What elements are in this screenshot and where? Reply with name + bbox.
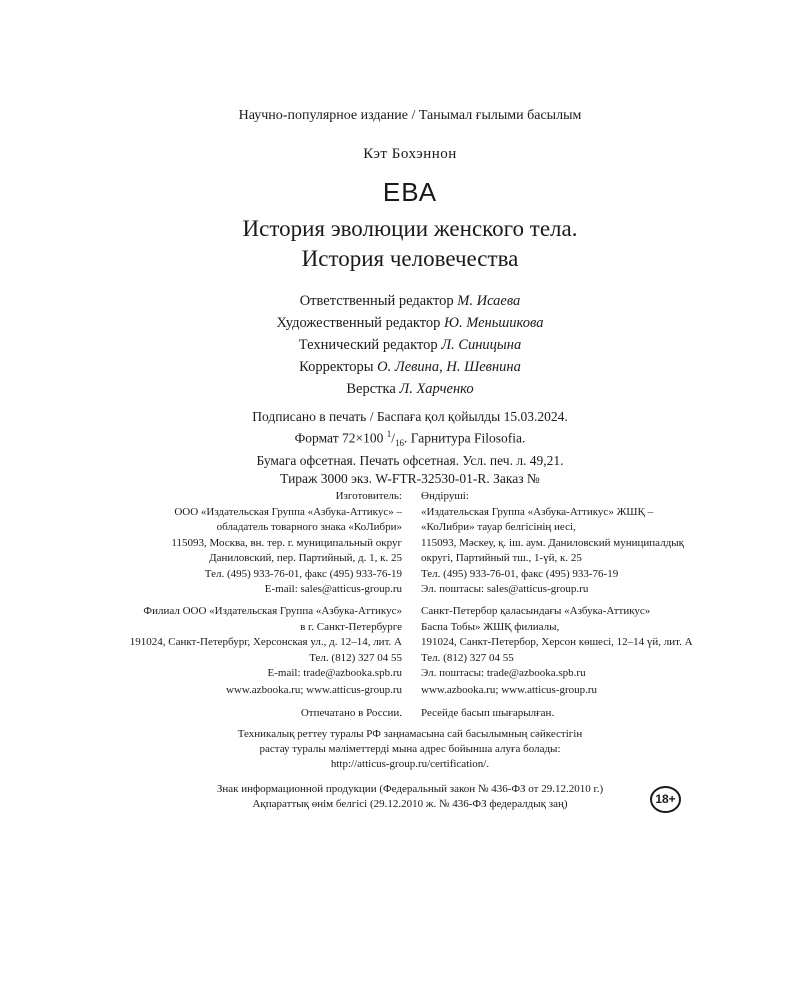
credit-line <box>0 378 800 400</box>
certification-line: растау туралы мәліметтерді мына адрес бойынша алуға болады: <box>259 743 561 755</box>
branch-ru-line: Тел. (812) 327 04 55 <box>309 651 402 664</box>
branch-kz-line: 191024, Санкт-Петербор, Херсон көшесі, 12–14 үй, лит. А <box>421 636 693 648</box>
branch-kz-line: Тел. (812) 327 04 55 <box>421 651 514 664</box>
run-line: Тираж 3000 экз. W-FTR-32530-01-R. Заказ № <box>280 470 540 486</box>
branch-kz <box>421 604 781 682</box>
manufacturer-ru-line: ООО «Издательская Группа «Азбука-Аттикус» – <box>174 505 402 518</box>
websites-kz: www.azbooka.ru; www.atticus-group.ru <box>421 684 598 696</box>
branch-ru-line: Филиал ООО «Издательская Группа «Азбука-Аттикус» <box>143 605 402 617</box>
branch-ru-line: 191024, Санкт-Петербург, Херсонская ул., д. 12–14, лит. А <box>129 636 402 648</box>
credit-line <box>0 356 800 378</box>
editorial-credits <box>0 290 800 400</box>
book-title: ЕВА <box>382 177 438 207</box>
credit-role: Художественный редактор <box>276 315 441 331</box>
info-mark-line: Знак информационной продукции (Федеральный закон № 436-ФЗ от 29.12.2010 г.) <box>216 783 604 795</box>
branch-ru-line: E-mail: trade@azbooka.spb.ru <box>267 667 402 679</box>
websites-ru: www.azbooka.ru; www.atticus-group.ru <box>225 684 402 696</box>
credit-role: Ответственный редактор <box>299 293 454 309</box>
book-subtitle <box>0 214 800 274</box>
manufacturer-kz-line: Тел. (495) 933-76-01, факс (495) 933-76-19 <box>421 567 619 580</box>
branch-ru-line: в г. Санкт-Петербурге <box>300 620 402 633</box>
credit-role: Технический редактор <box>298 337 438 353</box>
credit-line <box>0 334 800 356</box>
manufacturer-ru-line: 115093, Москва, вн. тер. г. муниципальный округ <box>171 536 402 549</box>
branch-kz-line: Баспа Тобы» ЖШҚ филиалы, <box>421 620 560 633</box>
manufacturer-kz-line: 115093, Мәскеу, қ. іш. аум. Даниловский муниципалдық <box>421 536 684 549</box>
manufacturer-ru <box>42 489 402 598</box>
age-rating-label: 18+ <box>655 792 676 806</box>
subtitle-line: История эволюции женского тела. <box>242 216 578 241</box>
age-rating-badge <box>649 785 682 814</box>
credit-name: Ю. Меньшикова <box>444 315 544 331</box>
manufacturer-kz <box>421 489 781 598</box>
certification-note <box>0 727 800 772</box>
credit-role: Верстка <box>346 381 396 397</box>
branch-kz-line: Санкт-Петербор қаласындағы «Азбука-Аттикус» <box>421 605 651 617</box>
branch-kz-line: Эл. поштасы: trade@azbooka.spb.ru <box>421 667 586 679</box>
print-info <box>0 408 800 487</box>
certification-url: http://atticus-group.ru/certification/. <box>330 758 490 770</box>
format-line: Формат 72×100 $^1/_{16}$. Гарнитура Filosofia. <box>294 428 526 448</box>
credit-line <box>0 312 800 334</box>
signed-date: Подписано в печать / Баспаға қол қойылды 15.03.2024. <box>252 409 568 424</box>
credit-role: Корректоры <box>299 359 374 375</box>
certification-line: Техникалық реттеу туралы РФ заңнамасына сай басылымның сәйкестігін <box>237 728 583 740</box>
subtitle-line: История человечества <box>301 246 519 271</box>
credit-name: Л. Харченко <box>399 381 474 397</box>
manufacturer-ru-line: Даниловский, пер. Партийный, д. 1, к. 25 <box>209 552 402 564</box>
info-mark-line: Ақпараттық өнім белгісі (29.12.2010 ж. № 436-ФЗ федералдық заң) <box>252 798 568 810</box>
printed-ru: Отпечатано в России. <box>300 707 402 719</box>
credit-line <box>0 290 800 312</box>
manufacturer-ru-line: Тел. (495) 933-76-01, факс (495) 933-76-19 <box>204 567 402 580</box>
manufacturer-kz-line: «КоЛибри» тауар белгісінің иесі, <box>421 521 576 533</box>
manufacturer-ru-line: обладатель товарного знака «КоЛибри» <box>216 521 402 533</box>
credit-name: М. Исаева <box>457 293 521 309</box>
paper-line: Бумага офсетная. Печать офсетная. Усл. печ. л. 49,21. <box>256 453 564 469</box>
manufacturer-ru-line: E-mail: sales@atticus-group.ru <box>264 583 402 595</box>
manufacturer-ru-line: Изготовитель: <box>335 490 402 502</box>
author-name: Кэт Бохэннон <box>363 146 457 162</box>
printed-kz: Ресейде басып шығарылған. <box>421 707 555 719</box>
manufacturer-kz-line: Өндіруші: <box>421 490 469 502</box>
credit-name: Л. Синицына <box>441 337 522 353</box>
series-label: Научно-популярное издание / Танымал ғылыми басылым <box>238 108 582 123</box>
branch-ru <box>42 604 402 682</box>
manufacturer-kz-line: «Издательская Группа «Азбука-Аттикус» ЖШҚ – <box>421 505 654 518</box>
manufacturer-kz-line: Эл. поштасы: sales@atticus-group.ru <box>421 583 589 595</box>
manufacturer-kz-line: округі, Партийный тш., 1-үй, к. 25 <box>421 552 582 564</box>
credit-name: О. Левина, Н. Шевнина <box>377 359 521 375</box>
